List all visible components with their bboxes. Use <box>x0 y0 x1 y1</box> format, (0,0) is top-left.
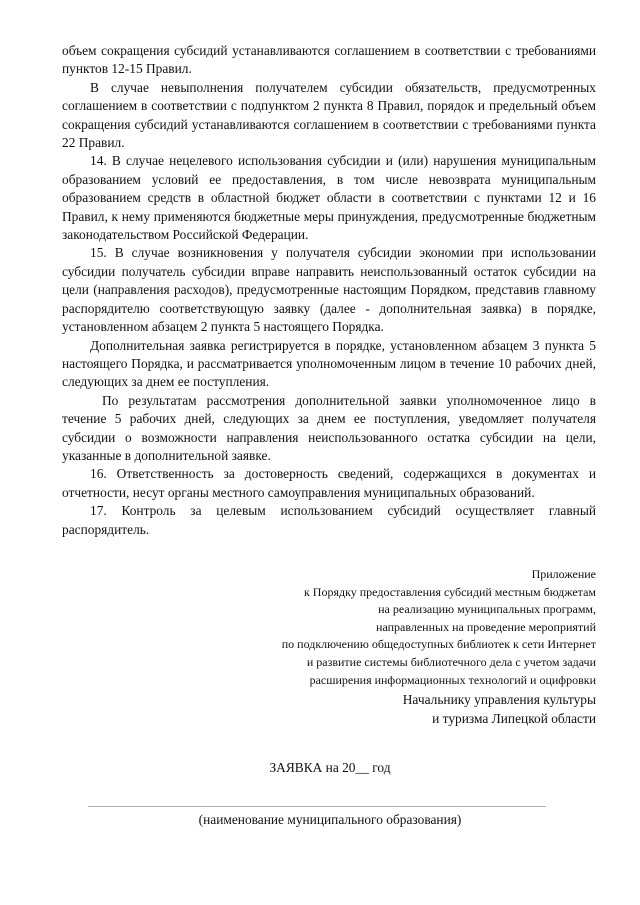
addressee-line: и туризма Липецкой области <box>432 711 596 726</box>
fill-in-line <box>88 806 546 807</box>
appendix-line: расширения информационных технологий и оцифровки <box>309 672 596 687</box>
form-title: ЗАЯВКА на 20__ год <box>269 760 391 775</box>
appendix-header <box>196 566 596 689</box>
appendix-line: и развитие системы библиотечного дела с учетом задачи <box>306 654 596 669</box>
paragraph: В случае невыполнения получателем субсидии обязательств, предусмотренных соглашением в соответствии с подпунктом 2 пункта 8 Правил, порядок и предельный объем сокращения субсидий устанавливаются соглашением в соответствии с требованиями пункта 22 Правил. <box>62 79 596 151</box>
paragraph-item-17: 17. Контроль за целевым использованием субсидий осуществляет главный распорядитель. <box>62 503 596 537</box>
document-body <box>62 42 596 539</box>
addressee-line: Начальнику управления культуры <box>402 692 596 707</box>
paragraph: Дополнительная заявка регистрируется в порядке, установленном абзацем 3 пункта 5 настоящего Порядка, и рассматривается уполномоченным лицом в течение 10 рабочих дней, следующих за днем ее поступления. <box>62 337 596 390</box>
appendix-line: к Порядку предоставления субсидий местным бюджетам <box>303 584 596 599</box>
appendix-line: по подключению общедоступных библиотек к сети Интернет <box>281 637 596 652</box>
paragraph-item-14: 14. В случае нецелевого использования субсидии и (или) нарушения муниципальным образованием условий ее предоставления, в том числе невозврата муниципальным образованием средств в областной бюджет области в соответствии с пунктами 12 и 16 Правил, к нему применяются бюджетные меры принуждения, предусмотренные бюджетным законодательством Российской Федерации. <box>62 153 596 243</box>
addressee-block <box>296 690 596 728</box>
appendix-line: на реализацию муниципальных программ, <box>378 602 596 617</box>
paragraph: По результатам рассмотрения дополнительной заявки уполномоченное лицо в течение 5 рабочих дней, следующих за днем ее поступления, уведомляет получателя субсидии о возможности направления неиспользованного остатка субсидии на цели, указанные в дополнительной заявке. <box>62 392 596 463</box>
appendix-line: направленных на проведение мероприятий <box>376 619 596 634</box>
paragraph-item-16: 16. Ответственность за достоверность сведений, содержащихся в документах и отчетности, несут органы местного самоуправления муниципальных образований. <box>62 466 596 500</box>
paragraph-item-15: 15. В случае возникновения у получателя субсидии экономии при использовании субсидии получатель субсидии вправе направить неиспользованный остаток субсидии на цели (направления расходов), предусмотренные настоящим Порядком, представив главному распорядителю соответствующую заявку (далее - дополнительная заявка) в порядке, установленном абзацем 2 пункта 5 настоящего Порядка. <box>62 245 596 335</box>
field-caption: (наименование муниципального образования) <box>198 812 462 827</box>
paragraph: объем сокращения субсидий устанавливаются соглашением в соответствии с требованиями пунктов 12-15 Правил. <box>62 43 596 77</box>
appendix-line: Приложение <box>531 567 596 581</box>
